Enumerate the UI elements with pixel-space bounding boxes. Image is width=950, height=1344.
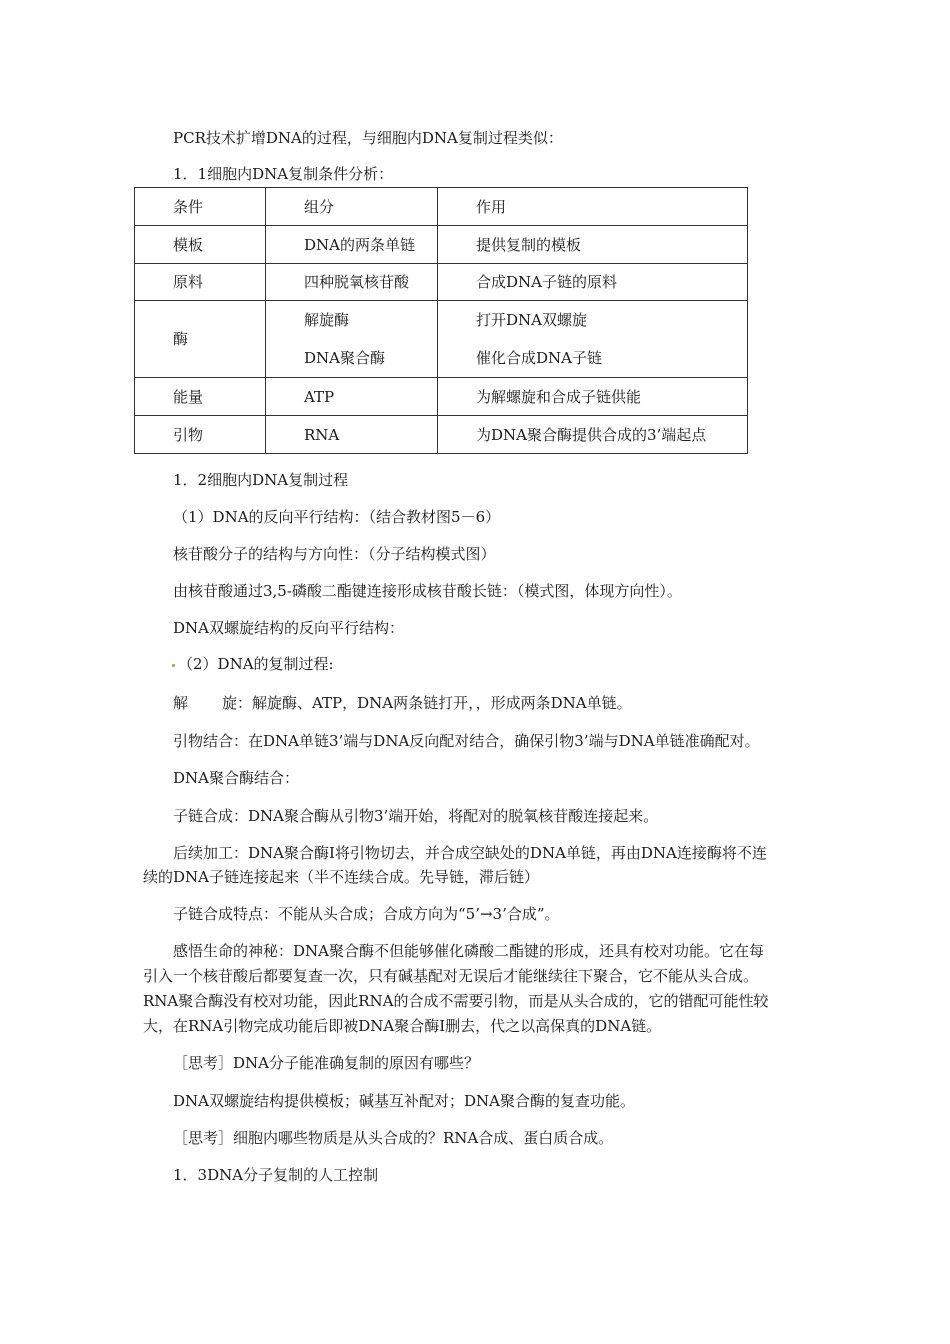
table-cell-line: 打开DNA双螺旋: [476, 311, 587, 329]
paragraph: 子链合成：DNA聚合酶从引物3’端开始，将配对的脱氧核苷酸连接起来。: [173, 807, 659, 825]
paragraph: RNA聚合酶没有校对功能，因此RNA的合成不需要引物，而是从头合成的，它的错配可能性较: [143, 992, 769, 1010]
paragraph: DNA双螺旋结构提供模板；碱基互补配对；DNA聚合酶的复查功能。: [173, 1092, 635, 1110]
paragraph: 感悟生命的神秘：DNA聚合酶不但能够催化磷酸二酯键的形成，还具有校对功能。它在每: [173, 942, 764, 960]
paragraph: 大，在RNA引物完成功能后即被DNA聚合酶Ⅰ删去，代之以高保真的DNA链。: [143, 1017, 662, 1035]
paragraph: 续的DNA子链连接起来（半不连续合成。先导链，滞后链）: [143, 868, 539, 886]
table-cell: [438, 301, 748, 378]
paragraph: 引入一个核苷酸后都要复查一次，只有碱基配对无误后才能继续往下聚合，它不能从头合成。: [143, 967, 759, 985]
table-cell: RNA: [266, 416, 438, 454]
table-cell: 为解螺旋和合成子链供能: [438, 378, 748, 416]
paragraph: ［思考］DNA分子能准确复制的原因有哪些？: [173, 1054, 479, 1072]
table-cell: 四种脱氧核苷酸: [266, 264, 438, 301]
conditions-table: [134, 187, 748, 454]
table-row: [135, 378, 748, 416]
paragraph: DNA双螺旋结构的反向平行结构：: [173, 619, 404, 637]
table-cell: 原料: [135, 264, 266, 301]
table-cell-line: 催化合成DNA子链: [476, 349, 602, 367]
table-row: [135, 301, 748, 378]
table-cell: ATP: [266, 378, 438, 416]
paragraph: 后续加工：DNA聚合酶Ⅰ将引物切去，并合成空缺处的DNA单链，再由DNA连接酶将不连: [173, 844, 767, 862]
table-header-cell: 作用: [438, 188, 748, 226]
table-cell: 引物: [135, 416, 266, 454]
table-header-row: [135, 188, 748, 226]
paragraph: （1）DNA的反向平行结构：（结合教材图5－6）: [173, 508, 501, 526]
paragraph: ［思考］细胞内哪些物质是从头合成的？RNA合成、蛋白质合成。: [173, 1129, 614, 1147]
paragraph: 旋：解旋酶、ATP，DNA两条链打开，，形成两条DNA单链。: [222, 694, 632, 712]
table-cell: 酶: [135, 301, 266, 378]
table-row: [135, 226, 748, 264]
section-heading-1-3: 1．3DNA分子复制的人工控制: [173, 1166, 379, 1184]
table-cell: 为DNA聚合酶提供合成的3’端起点: [438, 416, 748, 454]
table-cell-line: DNA聚合酶: [304, 349, 385, 367]
stray-mark: [172, 664, 175, 667]
table-row: [135, 416, 748, 454]
table-cell: 提供复制的模板: [438, 226, 748, 264]
table-cell: 能量: [135, 378, 266, 416]
paragraph: 引物结合：在DNA单链3’端与DNA反向配对结合，确保引物3’端与DNA单链准确配对。: [173, 732, 760, 750]
table-row: [135, 264, 748, 301]
section-heading-1-2: 1．2细胞内DNA复制过程: [173, 471, 349, 489]
intro-text: PCR技术扩增DNA的过程，与细胞内DNA复制过程类似：: [173, 129, 563, 147]
table-header-cell: 条件: [135, 188, 266, 226]
table-cell: 模板: [135, 226, 266, 264]
table-header-cell: 组分: [266, 188, 438, 226]
paragraph: 解: [173, 694, 189, 712]
table-cell: [266, 301, 438, 378]
table-cell-line: 解旋酶: [304, 311, 350, 329]
paragraph: （2）DNA的复制过程:: [178, 655, 334, 673]
paragraph: 由核苷酸通过3,5-磷酸二酯键连接形成核苷酸长链：（模式图，体现方向性）。: [173, 582, 682, 600]
section-heading-1-1: 1．1细胞内DNA复制条件分析：: [173, 165, 394, 183]
paragraph: 子链合成特点：不能从头合成；合成方向为“5’→3’合成”。: [173, 905, 560, 923]
table-cell: 合成DNA子链的原料: [438, 264, 748, 301]
paragraph: DNA聚合酶结合：: [173, 769, 299, 787]
paragraph: 核苷酸分子的结构与方向性：（分子结构模式图）: [173, 545, 496, 563]
table-cell: DNA的两条单链: [266, 226, 438, 264]
